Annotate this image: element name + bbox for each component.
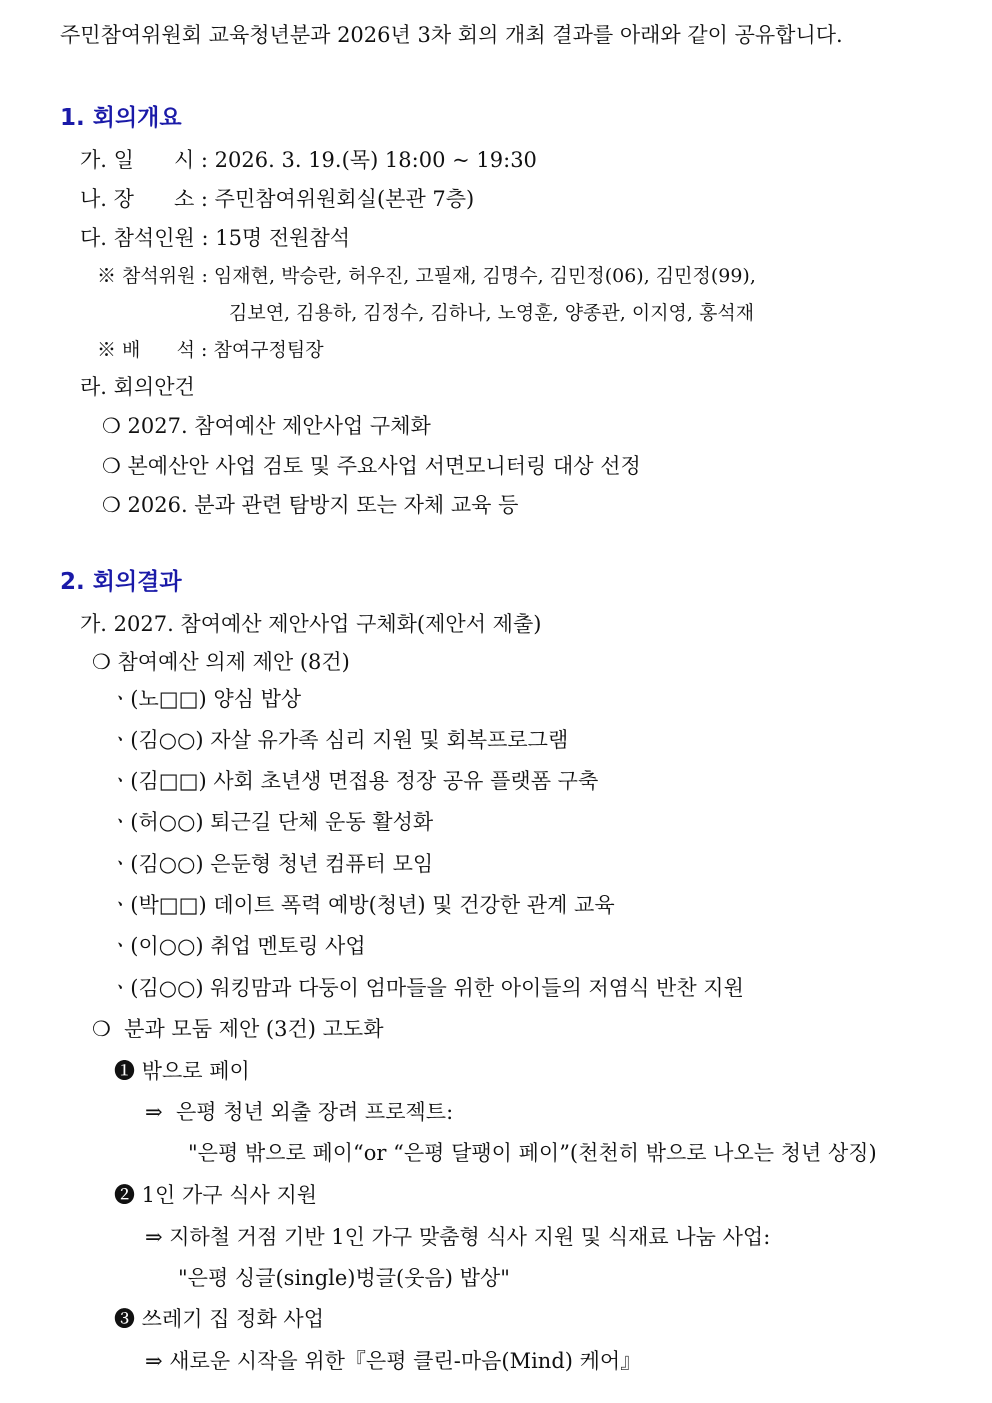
group-item-detail: ⇒ 지하철 거점 기반 1인 가구 맞춤형 식사 지원 및 식재료 나눔 사업: (145, 1225, 771, 1249)
meeting-place: 나. 장 소 : 주민참여위원회실(본관 7층) (80, 187, 475, 211)
proposal-item: ㆍ(김□□) 사회 초년생 면접용 정장 공유 플랫폼 구축 (110, 769, 599, 793)
group-item-detail: "은평 밖으로 페이“or “은평 달팽이 페이”(천천히 밖으로 나오는 청년 상징) (188, 1141, 877, 1165)
proposal-item: ㆍ(이○○) 취업 멘토링 사업 (110, 934, 366, 958)
result-subheading: 가. 2027. 참여예산 제안사업 구체화(제안서 제출) (80, 612, 542, 636)
observer: ※ 배 석 : 참여구정팀장 (97, 339, 324, 361)
agenda-item: ❍ 2026. 분과 관련 탐방지 또는 자체 교육 등 (102, 493, 519, 517)
group-proposals-title: ❍ 분과 모둠 제안 (3건) 고도화 (92, 1017, 384, 1041)
meeting-date: 가. 일 시 : 2026. 3. 19.(목) 18:00 ~ 19:30 (80, 148, 537, 172)
proposal-item: ㆍ(김○○) 자살 유가족 심리 지원 및 회복프로그램 (110, 728, 569, 752)
proposal-item: ㆍ(박□□) 데이트 폭력 예방(청년) 및 건강한 관계 교육 (110, 893, 615, 917)
attendee-count: 다. 참석인원 : 15명 전원참석 (80, 226, 351, 250)
agenda-item: ❍ 2027. 참여예산 제안사업 구체화 (102, 414, 431, 438)
proposal-item: ㆍ(김○○) 은둔형 청년 컴퓨터 모임 (110, 852, 434, 876)
group-item-detail: ⇒ 새로운 시작을 위한『은평 클린-마음(Mind) 케어』 (145, 1349, 642, 1373)
members-line-1: ※ 참석위원 : 임재현, 박승란, 허우진, 고필재, 김명수, 김민정(06), 김민정(99), (97, 265, 756, 287)
agenda-title: 라. 회의안건 (80, 375, 195, 399)
group-item-title: ❷ 1인 가구 식사 지원 (114, 1183, 318, 1207)
agenda-item: ❍ 본예산안 사업 검토 및 주요사업 서면모니터링 대상 선정 (102, 454, 641, 478)
group-item-detail: ⇒ 은평 청년 외출 장려 프로젝트: (145, 1100, 454, 1124)
group-item-title: ❸ 쓰레기 집 정화 사업 (114, 1307, 324, 1331)
proposal-item: ㆍ(노□□) 양심 밥상 (110, 687, 302, 711)
group-item-detail: "은평 싱글(single)벙글(웃음) 밥상" (178, 1266, 510, 1290)
group-item-title: ❶ 밖으로 페이 (114, 1059, 250, 1083)
intro-text: 주민참여위원회 교육청년분과 2026년 3차 회의 개최 결과를 아래와 같이 공유합니다. (60, 23, 843, 47)
proposal-item: ㆍ(김○○) 워킹맘과 다둥이 엄마들을 위한 아이들의 저염식 반찬 지원 (110, 976, 744, 1000)
proposal-item: ㆍ(허○○) 퇴근길 단체 운동 활성화 (110, 810, 434, 834)
proposals-title: ❍ 참여예산 의제 제안 (8건) (92, 650, 350, 674)
section1-heading: 1. 회의개요 (60, 105, 182, 131)
section2-heading: 2. 회의결과 (60, 569, 182, 595)
members-line-2: 김보연, 김용하, 김정수, 김하나, 노영훈, 양종관, 이지영, 홍석재 (229, 302, 755, 324)
